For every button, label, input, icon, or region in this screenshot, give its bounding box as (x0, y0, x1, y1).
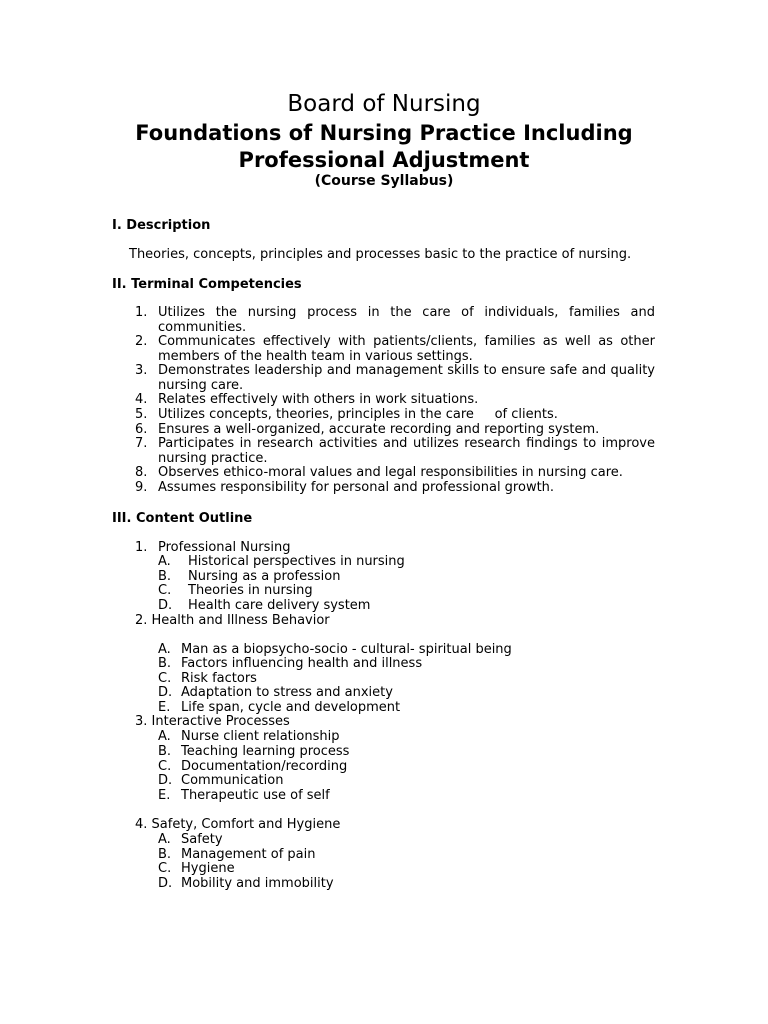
sub-item: Mobility and immobility (181, 876, 334, 891)
sub-item: Man as a biopsycho-socio - cultural- spiritual being (181, 642, 512, 657)
sub-item-letter: A. (158, 729, 171, 744)
sub-item-letter: B. (158, 656, 172, 671)
sub-item: Communication (181, 773, 284, 788)
competency-text: Assumes responsibility for personal and professional growth. (158, 480, 555, 495)
competency-text: Utilizes the nursing process in the care of individuals, families and (158, 305, 655, 320)
sub-item: Life span, cycle and development (181, 700, 401, 715)
sub-item-letter: D. (158, 773, 173, 788)
sub-item-letter: B. (158, 847, 172, 862)
competency-number: 6. (135, 422, 148, 437)
sub-item: Theories in nursing (188, 583, 313, 598)
sub-item-letter: D. (158, 598, 173, 613)
competency-number: 1. (135, 305, 148, 320)
competency-text-cont: communities. (158, 319, 247, 335)
sub-item: Management of pain (181, 847, 316, 862)
sub-item: Nursing as a profession (188, 569, 341, 584)
sub-item-letter: C. (158, 583, 172, 598)
sub-item-letter: A. (158, 554, 171, 569)
outline-topic-number: 1. (135, 540, 148, 555)
subtitle-line-2: Professional Adjustment (238, 148, 530, 172)
sub-item-letter: D. (158, 876, 173, 891)
competency-number: 7. (135, 436, 148, 451)
subtitle-line-1: Foundations of Nursing Practice Including (135, 121, 633, 145)
competency-text-cont: nursing care. (158, 377, 244, 393)
sub-item-letter: C. (158, 861, 172, 876)
competency-number: 8. (135, 465, 148, 480)
sub-item: Therapeutic use of self (181, 788, 330, 803)
competency-number: 5. (135, 407, 148, 422)
competency-number: 9. (135, 480, 148, 495)
sub-item: Health care delivery system (188, 598, 371, 613)
outline-topic-4: 4. Safety, Comfort and Hygiene (135, 817, 341, 832)
sub-item-letter: C. (158, 671, 172, 686)
sub-item-letter: B. (158, 744, 172, 759)
competency-text-cont: members of the health team in various settings. (158, 348, 473, 364)
competency-text: Demonstrates leadership and management skills to ensure safe and quality (158, 363, 655, 378)
sub-item: Hygiene (181, 861, 235, 876)
sub-item-letter: E. (158, 788, 171, 803)
document-title: Board of Nursing (287, 91, 481, 117)
sub-item: Safety (181, 832, 223, 847)
sub-item-letter: C. (158, 759, 172, 774)
sub-item: Nurse client relationship (181, 729, 340, 744)
sub-item: Factors influencing health and illness (181, 656, 423, 671)
sub-item-letter: D. (158, 685, 173, 700)
course-label: (Course Syllabus) (314, 173, 454, 189)
competency-text: Relates effectively with others in work situations. (158, 392, 479, 407)
sub-item-letter: A. (158, 832, 171, 847)
sub-item-letter: B. (158, 569, 172, 584)
competency-text: Participates in research activities and utilizes research findings to improve (158, 436, 655, 451)
competency-text-cont: nursing practice. (158, 450, 268, 466)
description-heading: I. Description (112, 218, 211, 233)
sub-item: Historical perspectives in nursing (188, 554, 405, 569)
outline-topic-3: 3. Interactive Processes (135, 714, 290, 729)
sub-item-letter: E. (158, 700, 171, 715)
competency-text: Ensures a well-organized, accurate recording and reporting system. (158, 422, 600, 437)
outline-topic-2: 2. Health and Illness Behavior (135, 613, 330, 628)
competency-text: Observes ethico-moral values and legal responsibilities in nursing care. (158, 465, 623, 480)
sub-item-letter: A. (158, 642, 171, 657)
competency-number: 4. (135, 392, 148, 407)
sub-item: Documentation/recording (181, 759, 348, 774)
outline-heading: III. Content Outline (112, 511, 253, 526)
competency-number: 2. (135, 334, 148, 349)
sub-item: Teaching learning process (181, 744, 350, 759)
sub-item: Risk factors (181, 671, 257, 686)
outline-topic-1: Professional Nursing (158, 540, 291, 555)
sub-item: Adaptation to stress and anxiety (181, 685, 393, 700)
competency-text: Communicates effectively with patients/clients, families as well as other (158, 334, 655, 349)
competency-text: Utilizes concepts, theories, principles in the care of clients. (158, 407, 558, 422)
competency-number: 3. (135, 363, 148, 378)
description-text: Theories, concepts, principles and processes basic to the practice of nursing. (129, 247, 632, 262)
competencies-heading: II. Terminal Competencies (112, 277, 302, 292)
